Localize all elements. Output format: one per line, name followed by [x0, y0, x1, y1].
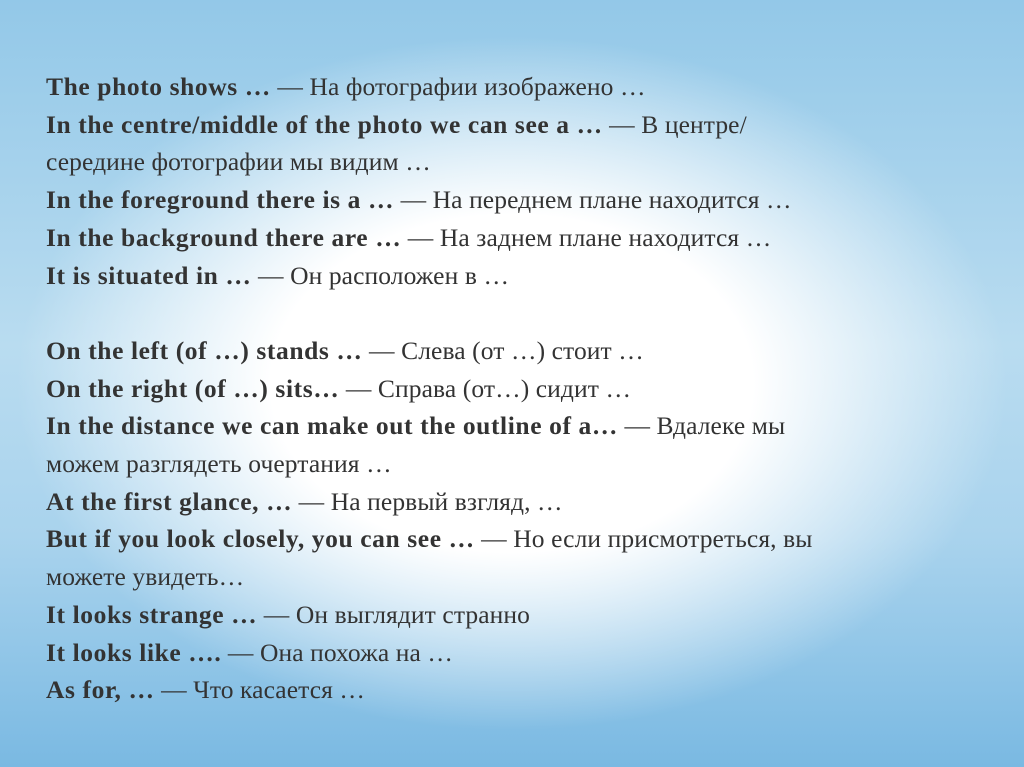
english-phrase: It is situated in …	[46, 260, 252, 290]
russian-translation: На фотографии изображено …	[309, 72, 646, 101]
russian-translation: середине фотографии мы видим …	[46, 147, 431, 177]
phrase-line	[46, 558, 996, 596]
phrase-line	[46, 520, 996, 558]
separator: —	[474, 524, 514, 554]
english-phrase: In the foreground there is a …	[46, 185, 395, 215]
phrase-line	[46, 257, 996, 295]
russian-translation: В центре/	[641, 109, 747, 139]
separator: —	[394, 185, 433, 215]
separator: —	[292, 486, 331, 516]
english-phrase: But if you look closely, you can see …	[46, 524, 475, 554]
english-phrase: In the background there are …	[46, 222, 402, 252]
phrase-list	[46, 68, 996, 709]
english-phrase: On the left (of …) stands …	[46, 335, 363, 365]
separator: —	[270, 72, 310, 101]
english-phrase: In the distance we can make out the outline of a…	[46, 411, 618, 441]
phrase-line	[46, 106, 996, 144]
phrase-line	[46, 143, 996, 181]
russian-translation: Слева (от …) стоит …	[401, 335, 644, 365]
phrase-line	[46, 219, 996, 257]
separator: —	[401, 222, 440, 252]
separator: —	[251, 260, 291, 290]
russian-translation: можем разглядеть очертания …	[46, 449, 392, 479]
english-phrase: The photo shows …	[46, 72, 271, 101]
english-phrase: As for, …	[46, 675, 155, 705]
russian-translation: Что касается …	[193, 675, 366, 705]
english-phrase: At the first glance, …	[46, 486, 293, 516]
phrase-line	[46, 596, 996, 634]
separator: —	[154, 675, 194, 705]
phrase-line	[46, 370, 996, 408]
english-phrase: It looks like ….	[46, 637, 222, 667]
separator: —	[339, 373, 378, 403]
phrase-line	[46, 483, 996, 521]
phrase-line	[46, 181, 996, 219]
phrase-line	[46, 407, 996, 445]
russian-translation: Он выглядит странно	[295, 599, 530, 629]
russian-translation: можете увидеть…	[46, 562, 245, 592]
russian-translation: На переднем плане находится …	[432, 185, 792, 215]
russian-translation: Он расположен в …	[290, 260, 510, 290]
phrase-line	[46, 634, 996, 672]
english-phrase: In the centre/middle of the photo we can see a …	[46, 109, 603, 139]
phrase-line	[46, 445, 996, 483]
phrase-line	[46, 68, 996, 106]
russian-translation: Но если присмотреться, вы	[513, 524, 813, 554]
blank-line	[46, 294, 996, 332]
phrase-line	[46, 671, 996, 709]
russian-translation: Вдалеке мы	[656, 411, 786, 441]
separator: —	[617, 411, 657, 441]
english-phrase: It looks strange …	[46, 599, 258, 629]
english-phrase: On the right (of …) sits…	[46, 373, 340, 403]
separator: —	[602, 109, 642, 139]
russian-translation: Она похожа на …	[259, 637, 453, 667]
russian-translation: На первый взгляд, …	[330, 486, 563, 516]
separator: —	[257, 599, 296, 629]
russian-translation: На заднем плане находится …	[439, 222, 772, 252]
russian-translation: Справа (от…) сидит …	[377, 373, 632, 403]
separator: —	[221, 637, 260, 667]
phrase-line	[46, 332, 996, 370]
separator: —	[362, 335, 402, 365]
